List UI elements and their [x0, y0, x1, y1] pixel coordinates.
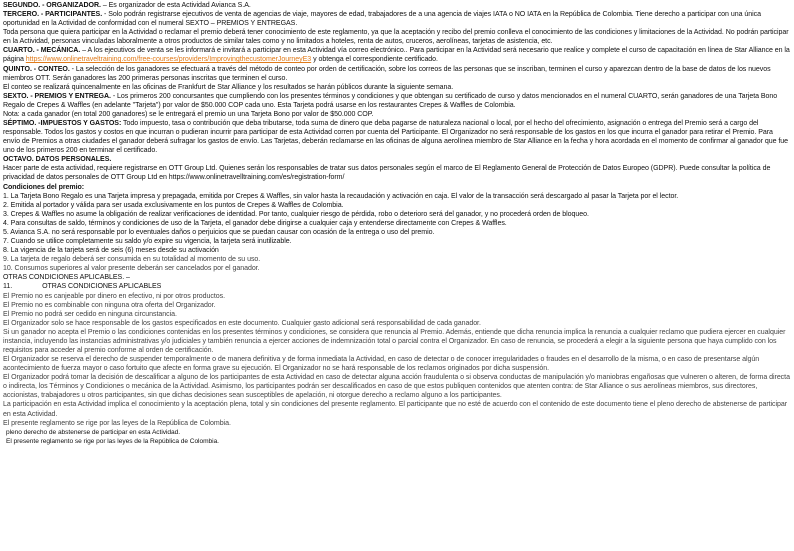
duplicate-line-1: pleno derecho de abstenerse de participar en esta Actividad. [6, 428, 181, 436]
sexto-text: - Los primeros 200 concursantes que cumpliendo con los presentes términos y condiciones y que obtengan su certificado de curso y datos mencionados en el numeral CUARTO, serán ganadores de una Tarjeta Bono Regalo de Crepes & Waffles (en adelante "Tarjeta") por valor de $50.000 COP cada uno. Esta Tarjeta podrá usarse en los restaurantes Crepes & Waffles de Colombia. [3, 92, 778, 109]
condicion-item: 2. Emitida al portador y válida para ser usada exclusivamente en los puntos de Crepes & Waffles de Colombia. [3, 201, 344, 209]
cuarto-text-a: – A los ejecutivos de venta se les informará e invitará a participar en esta Actividad vía correo electrónico.. Para participar en la Actividad será necesario que realice y complete el curso de capacitación en línea de Star Alliance en la página [3, 47, 790, 64]
sexto-heading: SEXTO. - PREMIOS Y ENTREGA. [3, 92, 111, 100]
otras-item: El Organizador se reserva el derecho de suspender temporalmente o de manera definitiva y de forma inmediata la Actividad, en caso de detectar o de conocer irregularidades o fraudes en el desarrollo de la misma, o en caso de presentarse algún acontecimiento de fuerza mayor o caso fortuito que afecte en forma grave su ejecución. El Organizador no se hará responsable de los reclamos originados por dicha suspensión. [3, 356, 760, 373]
condiciones-list [3, 192, 791, 274]
otras-item: El Organizador solo se hace responsable de los gastos especificados en este documento. Cualquier gasto adicional será responsabilidad de cada ganador. [3, 319, 481, 327]
quinto-text: - La selección de los ganadores se efectuará a través del método de conteo por orden de certificación, sobre los correos de las personas que se inscriban, terminen el curso y aparezcan dentro de la base de datos de los nuevos miembros OTT. Serán ganadores las 200 primeras personas inscritas que terminen el curso. [3, 65, 771, 82]
condicion-item: 9. La tarjeta de regalo deberá ser consumida en su totalidad al momento de su uso. [3, 256, 261, 264]
otras-item: Si un ganador no acepta el Premio o las condiciones contenidas en los presentes términos y condiciones, se considera que renuncia al Premio. Además, entiende que dicha renuncia implica la renuncia a cualquier reclamo que pudiera ejercer en cualquier instancia, incluyendo las instancias administrativas y/o judiciales y también renuncia a ejercer acciones de indemnización total o parcial contra el Organizador. En caso de renuncia, se procederá a elegir a la siguiente persona que haya cumplido con los requisitos para acceder al premio conforme al orden de certificación. [3, 328, 786, 354]
octavo-heading: OCTAVO. DATOS PERSONALES. [3, 156, 112, 164]
otras-heading-row [3, 282, 791, 291]
condicion-item: 1. La Tarjeta Bono Regalo es una Tarjeta impresa y prepagada, emitida por Crepes & Waffles, sin valor hasta la recaudación y activación en caja. El valor de la transacción será descargado al pasar la Tarjeta por el lector. [3, 192, 679, 200]
condicion-item: 3. Crepes & Waffles no asume la obligación de realizar verificaciones de identidad. Por tanto, cualquier riesgo de pérdida, robo o deterioro será del ganador, y no procederá orden de bloqueo. [3, 210, 589, 218]
segundo-heading: SEGUNDO. - ORGANIZADOR. [3, 2, 101, 9]
otras-item: El Premio no es combinable con ninguna otra oferta del Organizador. [3, 301, 216, 309]
condicion-item: 7. Cuando se utilice completamente su saldo y/o expire su vigencia, la tarjeta será inutilizable. [3, 238, 292, 246]
section-septimo [3, 119, 791, 155]
duplicate-line-2: El presente reglamento se rige por las leyes de la República de Colombia. [6, 437, 219, 445]
tercero-text: - Solo podrán registrarse ejecutivos de venta de agencias de viaje, mayores de edad, trabajadores de a una agencia de viajes IATA o NO IATA en la República de Colombia. Tiene derecho a participar con una única oportunidad en la Actividad de conformidad con el numeral SEXTO – PREMIOS Y ENTREGAS. [3, 11, 761, 28]
septimo-heading: SÉPTIMO. -IMPUESTOS Y GASTOS: [3, 120, 122, 128]
septimo-text: Todo impuesto, tasa o contribución que deba tributarse, toda suma de dinero que deba pagarse de naturaleza nacional o local, por el hecho del ofrecimiento, asignación o entrega del Premio será a cargo del responsable. Todos los gastos y costos en que incurran o pudieran incurrir para participar de esta Actividad corren por cuenta del Participante. El Organizador no será responsable de los gastos en los que incurra el ganador para retirar el Premio. Para envío de Premios a otras ciudades el ganador deberá sufragar los gastos de envío. Las Tarjetas, deberán reclamarse en las oficinas de alguna aerolínea miembro de Star Alliance en la fecha y hora acordada en el momento de confirmar al ganador que fue uno de los primeros 200 en terminar el certificado. [3, 120, 788, 155]
sexto-nota: Nota: a cada ganador (en total 200 ganadores) se le entregará el premio un una Tarjeta Bono por valor de $50.000 COP. [3, 110, 374, 118]
section-sexto [3, 92, 791, 110]
otras-item: El Premio no es canjeable por dinero en efectivo, ni por otros productos. [3, 292, 225, 300]
otras-short-heading: OTRAS CONDICIONES APLICABLES. – [3, 274, 130, 282]
quinto-paragraph-2: El conteo se realizará quincenalmente en las oficinas de Frankfurt de Star Alliance y los resultados se harán públicos durante la siguiente semana. [3, 83, 454, 91]
otras-item: El presente reglamento se rige por las leyes de la República de Colombia. [3, 419, 231, 427]
condiciones-heading: Condiciones del premio: [3, 183, 85, 191]
section-tercero [3, 10, 791, 28]
section-segundo [3, 1, 791, 10]
tercero-paragraph-2: Toda persona que quiera participar en la Actividad o reclamar el premio deberá tener conocimiento de este reglamento, ya que la aceptación y recibo del premio conlleva el conocimiento de las condiciones y limitaciones de la Actividad. No podrán participar en la Actividad, personas vinculadas laboralmente a otros productos de similar tales como y no limitados a hoteles, renta de autos, cruceros, aerolíneas, tarjetas de asistencia, etc. [3, 29, 789, 46]
segundo-text: – Es organizador de esta Actividad Avianca S.A. [100, 2, 251, 9]
terms-document [3, 1, 791, 446]
cuarto-heading: CUARTO. - MECÁNICA. [3, 47, 81, 55]
quinto-heading: QUINTO. - CONTEO. [3, 65, 70, 73]
section-cuarto [3, 46, 791, 64]
otras-item: La participación en esta Actividad implica el conocimiento y la aceptación plena, total y sin condiciones del presente reglamento. El participante que no esté de acuerdo con el contenido de este documento tiene el pleno derecho de abstenerse de participar en esta Actividad. [3, 401, 788, 418]
otras-list [3, 292, 791, 428]
otras-heading: OTRAS CONDICIONES APLICABLES [42, 283, 162, 291]
condicion-item: 4. Para consultas de saldo, términos y condiciones de uso de la Tarjeta, el ganador debe dirigirse a cualquier caja y entenderse directamente con Crepes & Waffles. [3, 219, 507, 227]
octavo-text: Hacer parte de esta actividad, requiere registrarse en OTT Group Ltd. Quienes serán los responsables de tratar sus datos personales según el marco de El Reglamento General de Protección de Datos Europeo (GDPR). Puede consultar la política de privacidad de datos personales de OTT Group Ltd en https://www.onlinetravelltraining.com/es/registration-form/ [3, 165, 771, 182]
condicion-item: 10. Consumos superiores al valor presente deberán ser cancelados por el ganador. [3, 265, 260, 273]
condicion-item: 8. La vigencia de la tarjeta será de seis (6) meses desde su activación [3, 247, 219, 255]
otras-item: El Premio no podrá ser cedido en ninguna circunstancia. [3, 310, 177, 318]
otras-heading-number: 11. [3, 283, 13, 291]
tercero-heading: TERCERO. - PARTICIPANTES. [3, 11, 103, 19]
condicion-item: 5. Avianca S.A. no será responsable por lo eventuales daños o perjuicios que se puedan causar con ocasión de la entrega o uso del premio. [3, 228, 435, 236]
otras-item: El Organizador podrá tomar la decisión de descalificar a alguno de los participantes de esta Actividad en caso de detectar alguna acción fraudulenta o si observa conductas de manipulación y/o maniobras engañosas que vulneren o alteren, de forma directa o indirecta, los Términos y Condiciones o mecánica de la Actividad. Asimismo, los participantes podrán ser descalificados en caso de que estos publiquen contenidos que atenten contra: de Star Alliance o sus aerolíneas miembros, sus directores, accionistas, trabajadores u otros participantes, sin que dichas decisiones sean susceptibles de apelación, ni otorgue derecho a reclamo alguno a los participantes. [3, 374, 790, 400]
course-link[interactable]: https://www.onlinetraveltraining.com/free-courses/providers/ImprovingthecustomerJourneyE3 [25, 56, 312, 64]
section-quinto [3, 65, 791, 83]
cuarto-text-b: y obtenga el correspondiente certificado. [311, 56, 438, 64]
